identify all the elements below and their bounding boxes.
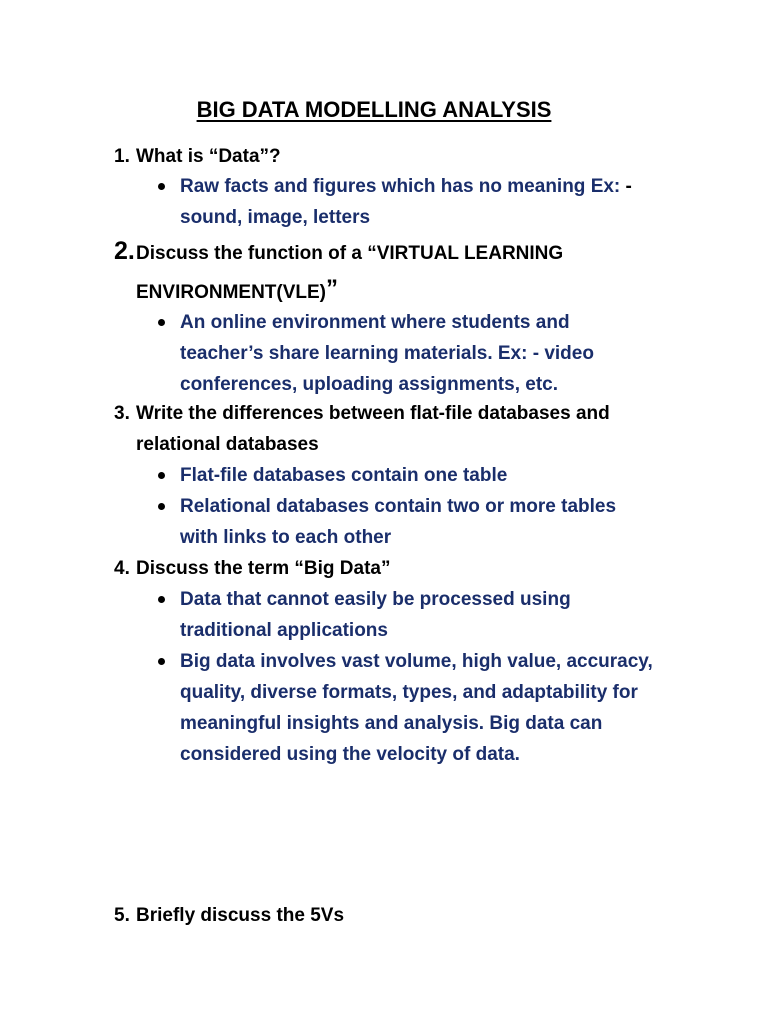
- question-number: 2.: [114, 237, 135, 265]
- question-text-line2: ENVIRONMENT(VLE): [136, 282, 326, 303]
- bullet-dot-icon: [158, 319, 165, 326]
- close-quote: ”: [326, 275, 338, 302]
- question-1: [114, 141, 674, 172]
- question-3: [114, 398, 674, 429]
- answer-text: Data that cannot easily be processed using traditional applications: [180, 589, 571, 641]
- bullet-dot-icon: [158, 658, 165, 665]
- question-3-continued: [114, 429, 674, 460]
- answer-bullet: [158, 584, 678, 646]
- answer-text: Big data involves vast volume, high value, accuracy, quality, diverse formats, types, and adaptability for meaningful insights and analysis. Big data can considered using the velocity of data.: [180, 651, 653, 765]
- question-number: 4.: [114, 558, 130, 579]
- question-text-line1: Discuss the function of a “VIRTUAL LEARNING: [136, 243, 564, 264]
- answer-bullet: [158, 460, 678, 491]
- question-text-line2: relational databases: [136, 434, 319, 455]
- question-2-continued: [114, 273, 674, 308]
- answer-bullet: [158, 491, 678, 553]
- question-number: 3.: [114, 403, 130, 424]
- question-2: [114, 236, 674, 269]
- bullet-dot-icon: [158, 503, 165, 510]
- bullet-dot-icon: [158, 596, 165, 603]
- question-4: [114, 553, 674, 584]
- question-text-line1: Write the differences between flat-file databases and: [136, 403, 610, 424]
- answer-text: An online environment where students and teacher’s share learning materials. Ex: - video conferences, uploading assignments, etc.: [180, 312, 594, 395]
- bullet-dot-icon: [158, 472, 165, 479]
- document-title: BIG DATA MODELLING ANALYSIS: [196, 97, 552, 122]
- question-5: [114, 900, 674, 931]
- answer-text: Relational databases contain two or more tables with links to each other: [180, 496, 617, 548]
- answer-bullet: [158, 171, 678, 233]
- answer-bullet: [158, 646, 678, 770]
- question-text: Briefly discuss the 5Vs: [136, 905, 345, 926]
- question-text: Discuss the term “Big Data”: [136, 558, 391, 579]
- question-number: 1.: [114, 146, 130, 167]
- answer-text: Flat-file databases contain one table: [180, 465, 508, 486]
- question-text: What is “Data”?: [136, 146, 281, 167]
- question-number: 5.: [114, 905, 130, 926]
- answer-bullet: [158, 307, 678, 400]
- answer-text: Raw facts and figures which has no meaning Ex: - sound, image, letters: [180, 176, 632, 228]
- bullet-dot-icon: [158, 183, 165, 190]
